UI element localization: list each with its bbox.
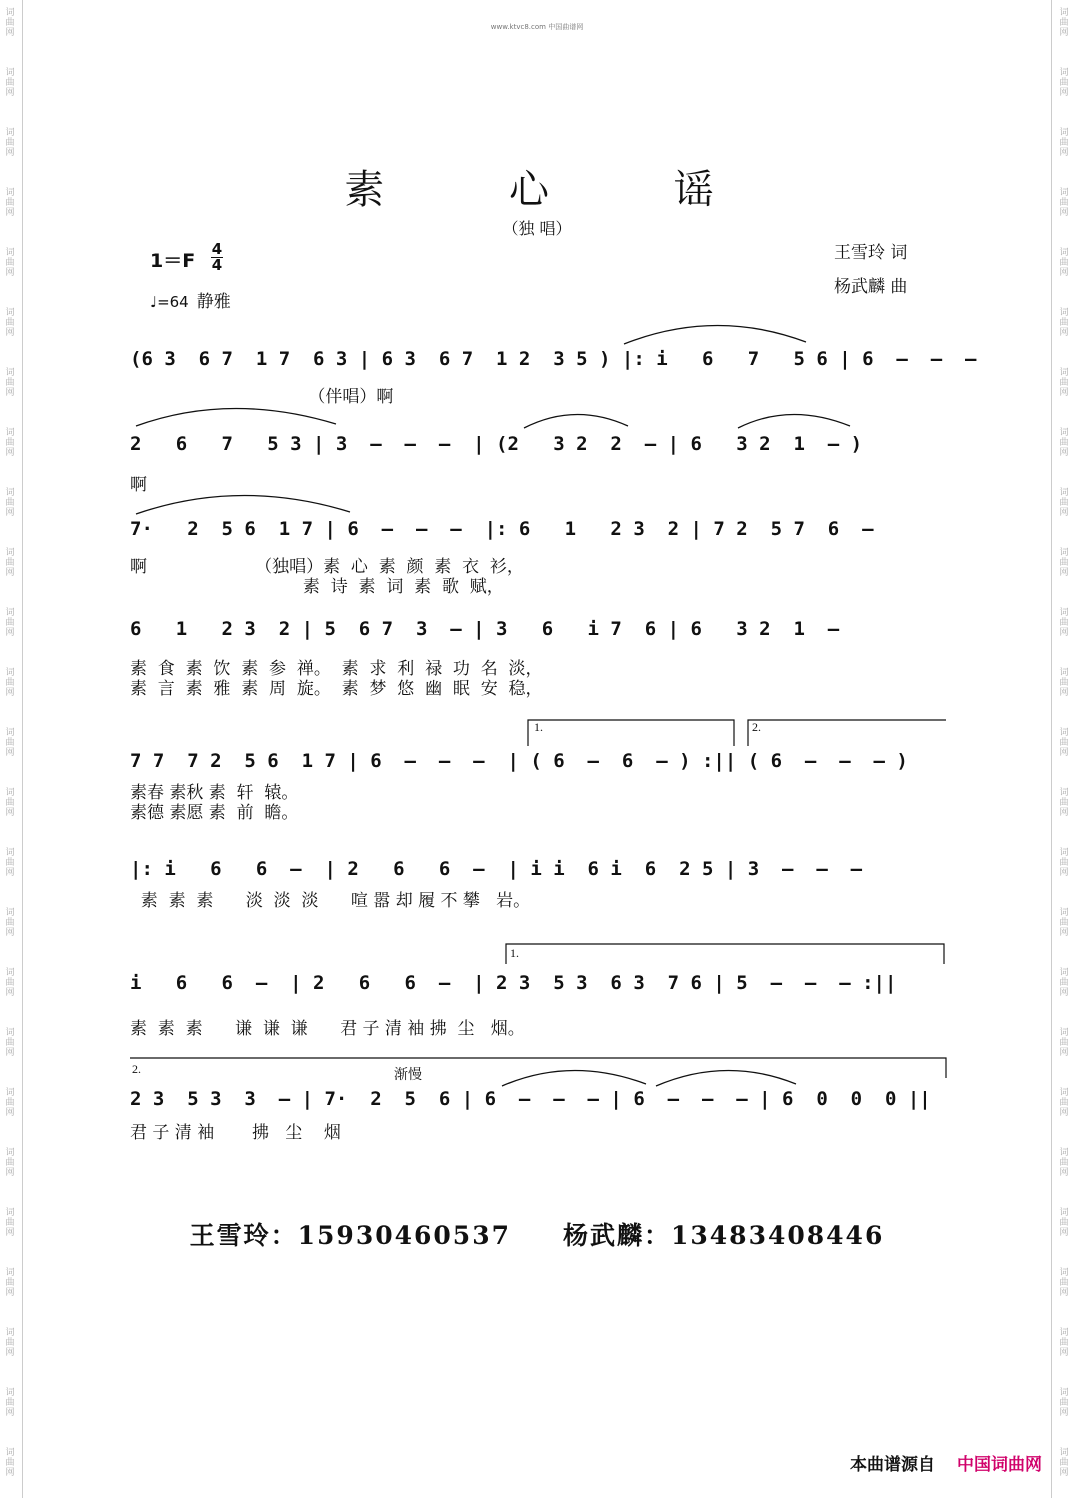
score-row-5-notes: 7 7 7 2 5 6 1 7 | 6 – – – | ( 6 – 6 – ) :|| ( 6 – – – ) (130, 750, 908, 772)
score-row-8-lyrics: 君 子 清 袖 拂 尘 烟 (130, 1123, 341, 1143)
watermark-mark: 词 曲 网 (5, 548, 15, 578)
tempo-value: ♩=64 (150, 293, 189, 311)
slur-row-1 (620, 318, 820, 348)
watermark-mark: 词 曲 网 (1059, 8, 1069, 38)
watermark-mark: 词 曲 网 (1059, 968, 1069, 998)
volta-second-label-2: 2. (132, 1062, 141, 1076)
watermark-mark: 词 曲 网 (5, 1028, 15, 1058)
time-signature-bottom: 4 (211, 256, 223, 274)
watermark-mark: 词 曲 网 (1059, 1028, 1069, 1058)
watermark-mark: 词 曲 网 (1059, 68, 1069, 98)
header-note: www.ktvc8.com 中国曲谱网 (490, 23, 584, 31)
source-label: 本曲谱源自 (850, 1455, 935, 1475)
lyricist-credit: 王雪玲 词 (834, 243, 908, 263)
watermark-mark: 词 曲 网 (5, 1148, 15, 1178)
watermark-mark: 词 曲 网 (5, 488, 15, 518)
contact-line (0, 1216, 1074, 1252)
watermark-mark: 词 曲 网 (5, 1088, 15, 1118)
watermark-mark: 词 曲 网 (1059, 1088, 1069, 1118)
score-row-3-notes: 7· 2 5 6 1 7 | 6 – – – |: 6 1 2 3 2 | 7 2 5 7 6 – (130, 518, 874, 540)
time-signature-top: 4 (211, 240, 223, 258)
volta-brackets-row-5 (526, 718, 950, 748)
score-row-1-lyrics: （伴唱）啊 (130, 387, 394, 407)
watermark-mark: 词 曲 网 (5, 128, 15, 158)
score-row-7-lyrics: 素 素 素 谦 谦 谦 君 子 清 袖 拂 尘 烟。 (130, 1019, 525, 1039)
score-row-3-lyrics-2: 素 诗 素 词 素 歌 赋， (130, 577, 504, 597)
watermark-mark: 词 曲 网 (5, 1268, 15, 1298)
expression-mark: 静雅 (196, 292, 231, 312)
watermark-mark: 词 曲 网 (1059, 548, 1069, 578)
score-row-6-lyrics: 素 素 素 淡 淡 淡 喧 嚣 却 履 不 攀 岩。 (130, 891, 531, 911)
volta-bracket-row-7 (504, 940, 948, 966)
volta-second-label: 2. (752, 720, 761, 734)
watermark-mark: 词 曲 网 (5, 1328, 15, 1358)
watermark-mark: 词 曲 网 (1059, 728, 1069, 758)
watermark-mark: 词 曲 网 (5, 608, 15, 638)
composer-contact: 杨武麟：13483408446 (563, 1221, 885, 1250)
tempo-marking (150, 287, 231, 312)
watermark-mark: 词 曲 网 (1059, 788, 1069, 818)
slur-row-3 (130, 488, 360, 518)
watermark-mark: 词 曲 网 (1059, 1448, 1069, 1478)
score-row-4-lyrics-2: 素 言 素 雅 素 周 旋。 素 梦 悠 幽 眠 安 稳， (130, 679, 543, 699)
score-row-2-notes: 2 6 7 5 3 | 3 – – – | (2 3 2 2 – | 6 3 2 1 – ) (130, 433, 863, 455)
watermark-mark: 词 曲 网 (1059, 1208, 1069, 1238)
watermark-mark: 词 曲 网 (1059, 428, 1069, 458)
watermark-mark: 词 曲 网 (5, 1208, 15, 1238)
watermark-mark: 词 曲 网 (1059, 1388, 1069, 1418)
watermark-mark: 词 曲 网 (1059, 488, 1069, 518)
watermark-mark: 词 曲 网 (5, 188, 15, 218)
watermark-mark: 词 曲 网 (1059, 128, 1069, 158)
source-site-link[interactable]: 中国词曲网 (957, 1455, 1042, 1475)
score-row-2-lyrics: 啊 (130, 475, 147, 495)
watermark-mark: 词 曲 网 (5, 368, 15, 398)
volta-first-label: 1. (534, 720, 543, 734)
score-row-3-lyrics-1: 啊 （独唱）素 心 素 颜 素 衣 衫， (130, 557, 524, 577)
key-signature: 1＝F (150, 250, 196, 272)
score-row-5-lyrics-2: 素德 素愿 素 前 瞻。 (130, 803, 299, 823)
slur-row-2 (130, 400, 350, 430)
slur-row-2b (520, 402, 960, 432)
score-row-7-notes: i 6 6 – | 2 6 6 – | 2 3 5 3 6 3 7 6 | 5 – – – :|| (130, 972, 897, 994)
subtitle: （独 唱） (502, 219, 572, 238)
watermark-mark: 词 曲 网 (1059, 368, 1069, 398)
slur-row-8 (496, 1060, 816, 1090)
watermark-mark: 词 曲 网 (5, 788, 15, 818)
watermark-mark: 词 曲 网 (1059, 1328, 1069, 1358)
watermark-mark: 词 曲 网 (1059, 188, 1069, 218)
watermark-mark: 词 曲 网 (5, 248, 15, 278)
watermark-mark: 词 曲 网 (1059, 608, 1069, 638)
watermark-mark: 词 曲 网 (5, 1388, 15, 1418)
watermark-mark: 词 曲 网 (5, 908, 15, 938)
watermark-mark: 词 曲 网 (5, 8, 15, 38)
score-row-8-notes: 2 3 5 3 3 – | 7· 2 5 6 | 6 – – – | 6 – – – | 6 0 0 0 || (130, 1088, 931, 1110)
watermark-mark: 词 曲 网 (1059, 848, 1069, 878)
score-row-5-lyrics-1: 素春 素秋 素 轩 辕。 (130, 783, 299, 803)
watermark-mark: 词 曲 网 (5, 668, 15, 698)
score-row-4-notes: 6 1 2 3 2 | 5 6 7 3 – | 3 6 i 7 6 | 6 3 2 1 – (130, 618, 840, 640)
watermark-mark: 词 曲 网 (1059, 908, 1069, 938)
watermark-mark: 词 曲 网 (5, 68, 15, 98)
score-row-6-notes: |: i 6 6 – | 2 6 6 – | i i 6 i 6 2 5 | 3 – – – (130, 858, 863, 880)
volta-first-label-2: 1. (510, 946, 519, 960)
source-footer (850, 1450, 1042, 1475)
watermark-mark: 词 曲 网 (1059, 308, 1069, 338)
ritardando-mark: 渐慢 (394, 1067, 422, 1083)
watermark-mark: 词 曲 网 (1059, 1148, 1069, 1178)
composer-credit: 杨武麟 曲 (834, 277, 908, 297)
watermark-mark: 词 曲 网 (5, 848, 15, 878)
watermark-mark: 词 曲 网 (5, 428, 15, 458)
lyricist-contact: 王雪玲：15930460537 (189, 1221, 511, 1250)
watermark-mark: 词 曲 网 (5, 1448, 15, 1478)
watermark-mark: 词 曲 网 (5, 728, 15, 758)
watermark-mark: 词 曲 网 (1059, 248, 1069, 278)
watermark-mark: 词 曲 网 (5, 968, 15, 998)
score-row-4-lyrics-1: 素 食 素 饮 素 参 禅。 素 求 利 禄 功 名 淡， (130, 659, 543, 679)
time-signature (210, 242, 224, 273)
watermark-mark: 词 曲 网 (1059, 668, 1069, 698)
watermark-mark: 词 曲 网 (5, 308, 15, 338)
watermark-mark: 词 曲 网 (1059, 1268, 1069, 1298)
score-row-1-notes: (6 3 6 7 1 7 6 3 | 6 3 6 7 1 2 3 5 ) |: i 6 7 5 6 | 6 – – – (130, 348, 977, 370)
page-title: 素 心 谣 (344, 167, 770, 213)
